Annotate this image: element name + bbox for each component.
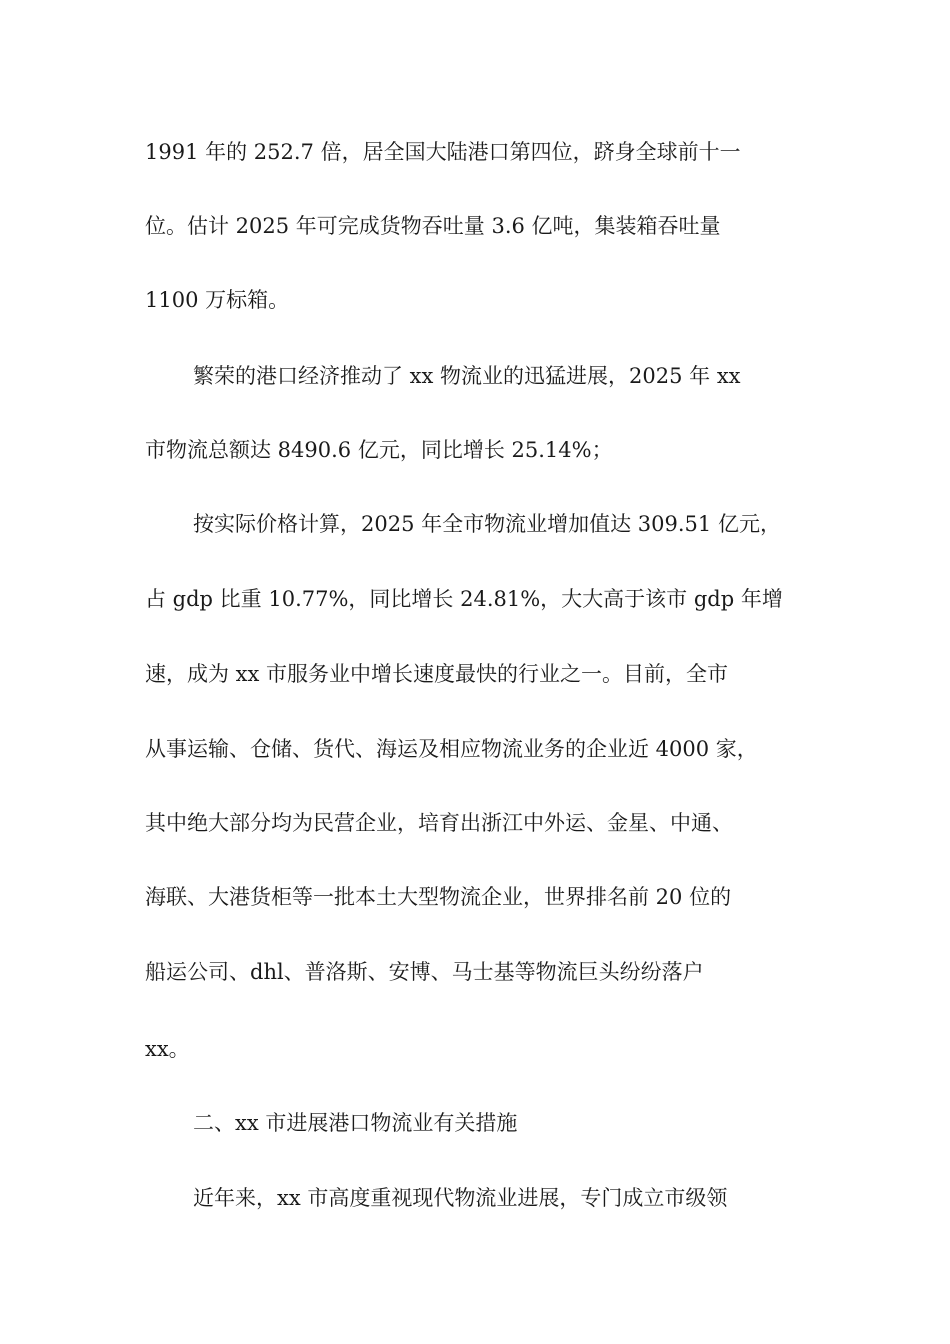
text-line: 占 gdp 比重 10.77%，同比增长 24.81%，大大高于该市 gdp 年增 xyxy=(145,587,783,611)
text-line: xx。 xyxy=(145,1037,190,1061)
paragraph-start-line: 近年来，xx 市高度重视现代物流业进展，专门成立市级领 xyxy=(193,1186,728,1210)
paragraph-start-line: 按实际价格计算，2025 年全市物流业增加值达 309.51 亿元， xyxy=(193,512,781,536)
text-line: 速，成为 xx 市服务业中增长速度最快的行业之一。目前，全市 xyxy=(145,662,729,686)
text-line: 海联、大港货柜等一批本土大型物流企业，世界排名前 20 位的 xyxy=(145,885,732,909)
text-line: 船运公司、dhl、普洛斯、安博、马士基等物流巨头纷纷落户 xyxy=(145,960,704,984)
section-heading: 二、xx 市进展港口物流业有关措施 xyxy=(193,1111,518,1135)
text-line: 从事运输、仓储、货代、海运及相应物流业务的企业近 4000 家， xyxy=(145,737,758,761)
text-line: 1100 万标箱。 xyxy=(145,288,290,312)
text-line: 其中绝大部分均为民营企业，培育出浙江中外运、金星、中通、 xyxy=(145,811,733,835)
text-line: 市物流总额达 8490.6 亿元，同比增长 25.14%； xyxy=(145,438,613,462)
text-line: 位。估计 2025 年可完成货物吞吐量 3.6 亿吨，集装箱吞吐量 xyxy=(145,214,721,238)
paragraph-start-line: 繁荣的港口经济推动了 xx 物流业的迅猛进展，2025 年 xx xyxy=(193,364,741,388)
text-line: 1991 年的 252.7 倍，居全国大陆港口第四位，跻身全球前十一 xyxy=(145,140,741,164)
